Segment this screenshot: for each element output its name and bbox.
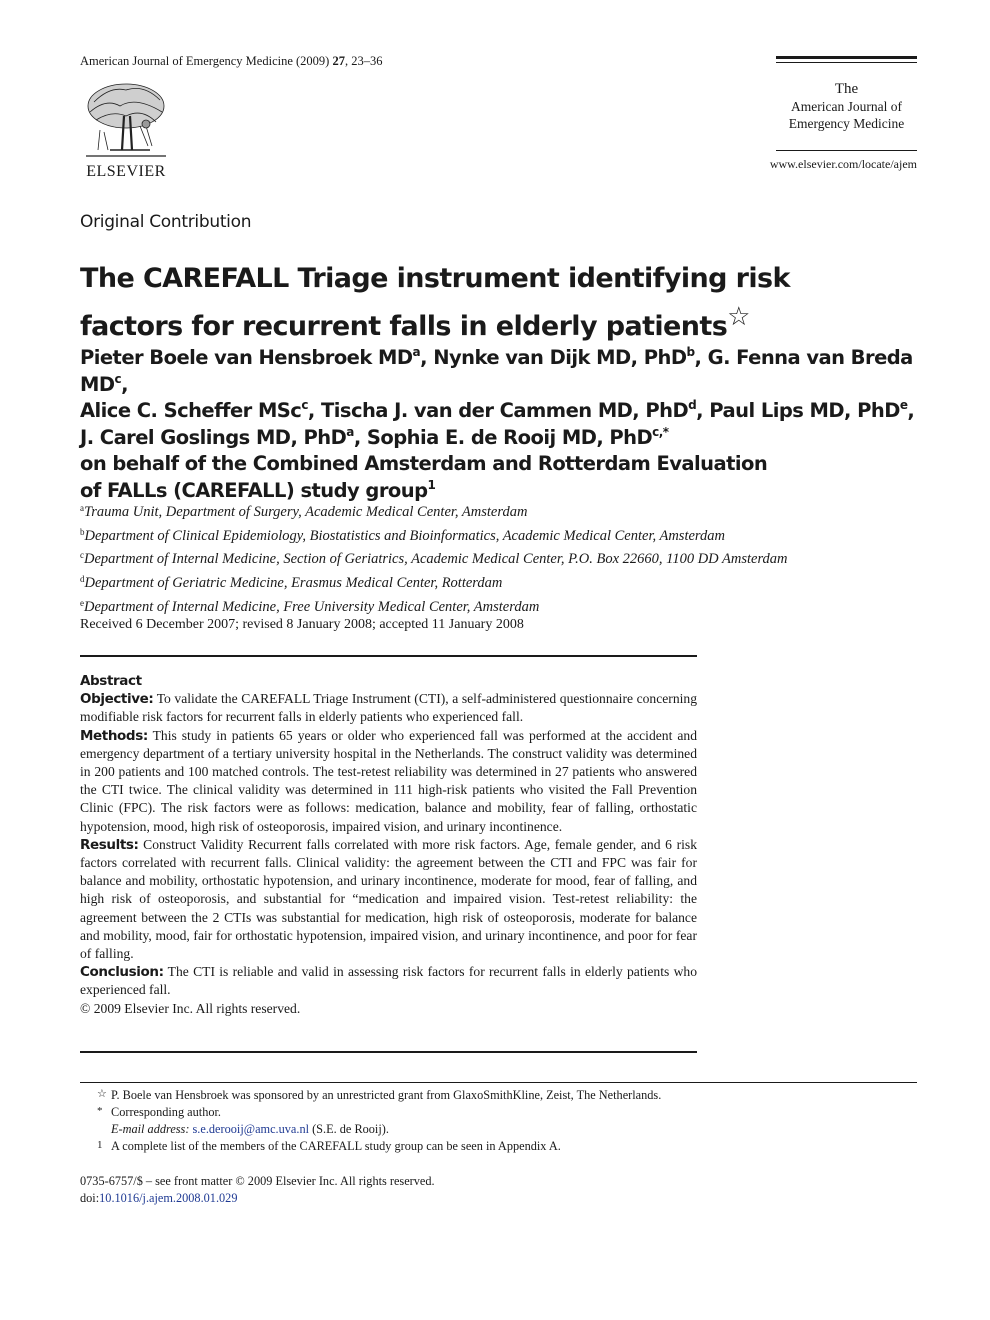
author-list: Pieter Boele van Hensbroek $MD^a$, Nynke van Dijk MD, PhD$^b$, G. Fenna van Breda $MD^c$, Alice C. Scheffer MSc$^c$, Tischa J. van der Cammen MD, PhD$^d$, Paul Lips MD, PhD$^e$, J. Carel Goslings MD, PhD$^a$, Sophia E. de Rooij MD, PhD$^{c,*}$ on behalf of the Combined Amsterdam and Rotterdam Evaluation of FALLs (CAREFALL) study group$^1$ — [80, 345, 930, 504]
author-affiliation-mark[interactable]: c — [301, 398, 308, 412]
footnote-email: E-mail address: s.e.derooij@amc.uva.nl (S.E. de Rooij). — [111, 1122, 389, 1136]
author-affiliation-mark[interactable]: c,* — [652, 424, 669, 439]
masthead-rule-top — [776, 56, 917, 59]
abstract-heading: Abstract — [80, 673, 142, 689]
author-name: Alice C. Scheffer MSc — [80, 399, 302, 422]
email-link[interactable]: s.e.derooij@amc.uva.nl — [192, 1122, 310, 1136]
author-affiliation-mark[interactable]: b — [686, 345, 695, 359]
footnote-sponsor: ☆ P. Boele van Hensbroek was sponsored by an unrestricted grant from GlaxoSmithKline, Zeist, The Netherlands. — [97, 1088, 662, 1102]
front-matter — [80, 1173, 435, 1207]
author-name: Nynke van Dijk MD, PhD — [433, 346, 687, 369]
group-footnote-mark[interactable]: 1 — [427, 477, 436, 492]
footnote-star-icon: ☆ — [97, 1088, 107, 1100]
abstract-conclusion: Conclusion: The CTI is reliable and valid in assessing risk factors for recurrent falls in elderly patients who experienced fall. — [80, 964, 697, 998]
elsevier-tree-icon — [80, 80, 172, 162]
journal-url[interactable]: www.elsevier.com/locate/ajem — [769, 157, 917, 171]
doi-link[interactable]: 10.1016/j.ajem.2008.01.029 — [99, 1191, 238, 1205]
author-name: Paul Lips MD, PhD — [709, 399, 900, 422]
affiliation-item: $^e$Department of Internal Medicine, Free University Medical Center, Amsterdam — [80, 597, 540, 615]
author-affiliation-mark[interactable]: e — [899, 398, 908, 412]
abstract — [80, 672, 697, 1018]
footnote-rule — [80, 1082, 917, 1083]
affiliation-item: $^c$Department of Internal Medicine, Section of Geriatrics, Academic Medical Center, P.O. Box 22660, 1100 DD Amsterdam — [80, 550, 788, 568]
study-group-line: on behalf of the Combined Amsterdam and Rotterdam Evaluation — [80, 452, 768, 475]
issn-line: 0735-6757/$ – see front matter © 2009 Elsevier Inc. All rights reserved. — [80, 1174, 435, 1188]
section-label: Original Contribution — [80, 212, 252, 232]
study-group-line: of FALLs (CAREFALL) study group — [80, 478, 428, 502]
received-dates: Received 6 December 2007; revised 8 January 2008; accepted 11 January 2008 — [80, 617, 524, 632]
abstract-copyright: © 2009 Elsevier Inc. All rights reserved. — [80, 1000, 301, 1016]
abstract-results: Results: Construct Validity Recurrent falls correlated with more risk factors. Age, female gender, and 6 risk factors correlated with recurrent falls. Clinical validity: the agreement between the CTI and FPC was fair for balance and mobility, orthostatic hypotension, and urinary incontinence, moderate for mood, fear of falling, and high risk of osteoporosis, and substantial for “medication and impaired vision. Test-retest reliability: the agreement between the 2 CTIs was substantial for medication, high risk of osteoporosis, moderate for balance and mobility, mood, fair for orthostatic hypotension, impaired vision, and urinary incontinence, and poor for fear of falling. — [80, 836, 697, 962]
affiliation-item: $^a$Trauma Unit, Department of Surgery, Academic Medical Center, Amsterdam — [80, 503, 528, 520]
author-name: G. Fenna van Breda MD — [80, 346, 913, 396]
journal-masthead — [776, 56, 917, 151]
citation-volume: 27 — [332, 54, 345, 68]
title-footnote-star-icon[interactable]: ☆ — [727, 302, 750, 332]
affiliation-list — [80, 499, 960, 618]
affiliation-item: $^d$Department of Geriatric Medicine, Erasmus Medical Center, Rotterdam — [80, 574, 503, 592]
abstract-rule-top — [80, 655, 697, 657]
author-affiliation-mark[interactable]: a — [346, 424, 354, 439]
author-name: Tischa J. van der Cammen MD, PhD — [321, 399, 689, 422]
author-affiliation-mark[interactable]: d — [688, 398, 697, 412]
journal-title: The American Journal of Emergency Medicine — [788, 81, 905, 131]
author-affiliation-mark[interactable]: c — [114, 371, 122, 386]
affiliation-item: $^b$Department of Clinical Epidemiology, Biostatistics and Bioinformatics, Academic Medical Center, Amsterdam — [80, 526, 725, 544]
footnote-study-group: 1 A complete list of the members of the CAREFALL study group can be seen in Appendix A. — [97, 1139, 561, 1153]
footnotes — [80, 1087, 917, 1155]
masthead-rule-bottom — [776, 150, 917, 151]
journal-citation: American Journal of Emergency Medicine (2009) 27, 23–36 — [80, 54, 383, 68]
elsevier-logo — [80, 80, 172, 181]
abstract-methods: Methods: This study in patients 65 years or older who experienced fall was performed at the accident and emergency department of a tertiary university hospital in the Netherlands. The construct validity was determined in 200 patients and 100 matched controls. The test-retest reliability was determined in 27 patients who answered the CTI twice. The clinical validity was determined in 111 high-risk patients who visited the Fall Prevention Clinic (FPC). The risk factors were as follows: medication, balance and mobility, fear of falling, orthostatic hypotension, mood, high risk of osteoporosis, impaired vision, and urinary incontinence. — [80, 727, 697, 834]
publisher-name: ELSEVIER — [86, 163, 166, 180]
masthead-rule-thin — [776, 62, 917, 63]
doi-line: doi:10.1016/j.ajem.2008.01.029 — [80, 1191, 238, 1205]
author-name: Sophia E. de Rooij MD, PhD — [366, 425, 653, 449]
footnote-corresponding: * Corresponding author. — [97, 1105, 221, 1119]
abstract-rule-bottom — [80, 1051, 697, 1053]
abstract-objective: Objective: To validate the CAREFALL Triage Instrument (CTI), a self-administered questionnaire concerning modifiable risk factors for recurrent falls in elderly patients who experienced fall. — [80, 691, 697, 725]
article-title: The CAREFALL Triage instrument identifying risk factors for recurrent falls in elderly patients☆ — [80, 263, 790, 342]
author-affiliation-mark[interactable]: a — [412, 345, 421, 359]
author-name: J. Carel Goslings MD, PhD — [80, 425, 347, 449]
author-name: Pieter Boele van Hensbroek MD — [80, 346, 413, 369]
